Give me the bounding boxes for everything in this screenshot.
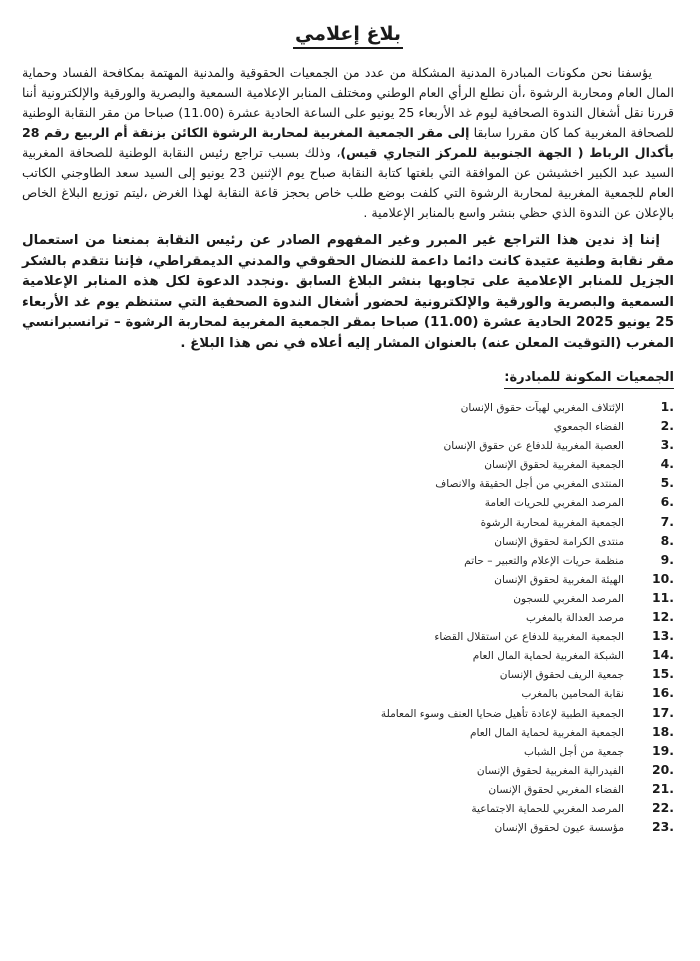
association-number: 3. bbox=[660, 437, 674, 453]
document-title: بلاغ إعلامي bbox=[293, 22, 403, 49]
association-item bbox=[22, 779, 674, 798]
association-number: 13. bbox=[652, 628, 674, 644]
association-name: الشبكة المغربية لحماية المال العام bbox=[472, 650, 624, 663]
association-item bbox=[22, 512, 674, 531]
association-name: جمعية الريف لحقوق الإنسان bbox=[499, 669, 624, 682]
paragraph-condemnation: إننا إذ ندين هذا التراجع غير المبرر وغير المفهوم الصادر عن رئيس النقابة بمنعنا من استعمال مقر نقابة وطنية عتيدة كانت دائما داعمة للنضال الحقوقي والمدني الديمقراطي، فإننا نتقدم بالشكر الجزيل للمنابر الإعلامية على تجاوبها بنشر البلاغ السابق .ونجدد الدعوة لكل هذه المنابر الإعلامية السمعية والبصرية والورقية والإلكترونية لحضور أشغال الندوة الصحفية التي ستنظم يوم غد الأربعاء 25 يونيو 2025 الحادية عشرة (11.00) صباحا بمقر الجمعية المغربية لمحاربة الرشوة – ترانسبرانسي المغرب (التوقيت المعلن عنه) بالعنوان المشار إليه أعلاه في نص هذا البلاغ . bbox=[22, 233, 675, 351]
associations-list bbox=[22, 397, 674, 836]
association-number: 7. bbox=[660, 513, 674, 529]
association-name: الجمعية المغربية لمحاربة الرشوة bbox=[480, 516, 624, 529]
association-number: 1. bbox=[660, 399, 674, 414]
association-item bbox=[22, 664, 674, 683]
association-item bbox=[22, 531, 674, 550]
association-item bbox=[22, 645, 674, 664]
association-item bbox=[22, 722, 674, 741]
association-item bbox=[22, 703, 674, 722]
association-name: العصبة المغربية للدفاع عن حقوق الإنسان bbox=[443, 440, 624, 453]
association-name: المنتدى المغربي من أجل الحقيقة والانصاف bbox=[435, 478, 624, 491]
association-name: الفيدرالية المغربية لحقوق الإنسان bbox=[476, 764, 624, 777]
association-name: الإئتلاف المغربي لهيآت حقوق الإنسان bbox=[460, 402, 624, 414]
title-wrap bbox=[22, 22, 674, 49]
association-item bbox=[22, 741, 674, 760]
association-name: منتدى الكرامة لحقوق الإنسان bbox=[494, 535, 624, 548]
association-name: مرصد العدالة بالمغرب bbox=[526, 612, 624, 625]
association-name: منظمة حريات الإعلام والتعبير – حاتم bbox=[464, 554, 624, 567]
association-name: المرصد المغربي للحماية الاجتماعية bbox=[471, 802, 624, 815]
association-name: الجمعية المغربية لحقوق الإنسان bbox=[484, 459, 624, 472]
association-number: 19. bbox=[652, 742, 674, 758]
association-item bbox=[22, 588, 674, 607]
association-number: 14. bbox=[652, 647, 674, 663]
association-item bbox=[22, 683, 674, 702]
association-number: 5. bbox=[660, 475, 674, 491]
association-item bbox=[22, 626, 674, 645]
association-number: 8. bbox=[660, 532, 674, 548]
association-number: 21. bbox=[652, 780, 674, 796]
association-name: مؤسسة عيون لحقوق الإنسان bbox=[494, 822, 624, 835]
association-number: 6. bbox=[660, 494, 674, 510]
association-number: 20. bbox=[652, 761, 674, 777]
association-name: الهيئة المغربية لحقوق الإنسان bbox=[494, 573, 624, 586]
associations-heading: الجمعيات المكونة للمبادرة: bbox=[504, 369, 674, 389]
association-number: 16. bbox=[652, 685, 674, 701]
association-item bbox=[22, 416, 674, 435]
association-number: 18. bbox=[652, 723, 674, 739]
association-name: الفضاء الجمعوي bbox=[553, 421, 624, 434]
list-heading-wrap bbox=[22, 354, 674, 389]
association-name: المرصد المغربي للحريات العامة bbox=[484, 497, 624, 510]
association-item bbox=[22, 760, 674, 779]
association-number: 23. bbox=[652, 819, 674, 835]
association-name: الجمعية المغربية للدفاع عن استقلال القضاء bbox=[434, 631, 624, 644]
association-number: 4. bbox=[660, 456, 674, 472]
association-item bbox=[22, 473, 674, 492]
association-number: 17. bbox=[652, 704, 674, 720]
association-number: 9. bbox=[660, 551, 674, 567]
association-number: 11. bbox=[652, 589, 674, 605]
paragraph1-part2: ، وذلك بسبب تراجع رئيس النقابة الوطنية للصحافة المغربية السيد عبد الكبير اخشيشن عن الموافقة التي بلغتها كتابة النقابة صباح يوم الإثنين 23 يونيو إلى السيد سعد الطاوجني الكاتب العام للجمعية المغربية لمحاربة الرشوة التي كلفت بوضع طلب خاص بحجز قاعة النقابة لهذا الغرض ،ليتم توزيع البلاغ الخاص بالإعلان عن الندوة الذي حظي بنشر واسع بالمنابر الإعلامية . bbox=[22, 145, 674, 220]
association-name: الجمعية المغربية لحماية المال العام bbox=[469, 726, 624, 739]
association-name: نقابة المحامين بالمغرب bbox=[521, 688, 624, 701]
association-item bbox=[22, 454, 674, 473]
association-name: المرصد المغربي للسجون bbox=[513, 592, 624, 605]
association-item bbox=[22, 550, 674, 569]
association-number: 22. bbox=[652, 799, 674, 815]
association-item bbox=[22, 798, 674, 817]
paragraph-announcement bbox=[22, 63, 674, 223]
association-item bbox=[22, 492, 674, 511]
association-item bbox=[22, 569, 674, 588]
association-number: 2. bbox=[660, 418, 674, 434]
association-item bbox=[22, 607, 674, 626]
association-number: 15. bbox=[652, 666, 674, 682]
association-name: الجمعية الطبية لإعادة تأهيل ضحايا العنف وسوء المعاملة bbox=[380, 707, 624, 720]
paragraph1-part1: يؤسفنا نحن مكونات المبادرة المدنية المشكلة من عدد من الجمعيات الحقوقية والمدنية المهتمة بمكافحة الفساد وحماية المال العام ومحاربة الرشوة ،أن نطلع الرأي العام الوطني ومختلف المنابر الإعلامية السمعية والبصرية والورقية والإلكترونية أننا قررنا نقل أشغال الندوة الصحافية ليوم غد الأربعاء 25 يونيو على الساعة الحادية عشرة (11.00) صباحا من مقر النقابة الوطنية للصحافة المغربية كما كان مقررا سابقا bbox=[22, 65, 675, 140]
paragraph1-new-venue: إلى مقر الجمعية المغربية لمحاربة الرشوة الكائن بزنقة أم الربيع رقم 28 بأكدال الرباط ( الجهة الجنوبية للمركز التجاري قيس) bbox=[22, 125, 674, 160]
association-name: الفضاء المغربي لحقوق الإنسان bbox=[488, 783, 624, 796]
association-number: 10. bbox=[652, 570, 674, 586]
association-item bbox=[22, 397, 674, 416]
association-number: 12. bbox=[652, 609, 674, 625]
association-name: جمعية من أجل الشباب bbox=[523, 745, 624, 758]
association-item bbox=[22, 435, 674, 454]
association-item bbox=[22, 817, 674, 836]
